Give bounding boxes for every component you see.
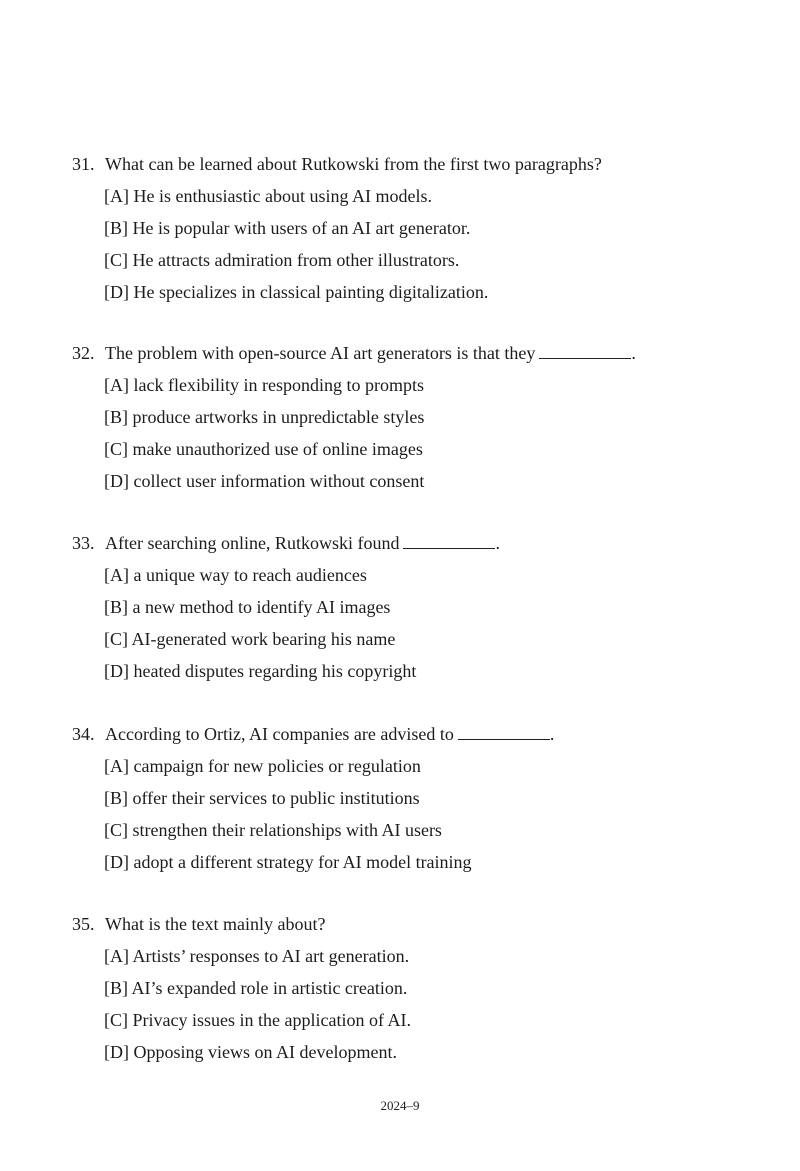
page-number: 2024–9	[380, 1098, 420, 1113]
question-35	[72, 908, 772, 1068]
option-c: [C] make unauthorized use of online images	[104, 439, 423, 459]
question-text: The problem with open-source AI art generators is that they	[105, 343, 536, 363]
option-a: [A] campaign for new policies or regulation	[104, 756, 421, 776]
answer-blank	[403, 534, 495, 549]
question-stem	[72, 527, 772, 559]
stem-period: .	[631, 343, 636, 363]
option-b: [B] produce artworks in unpredictable styles	[104, 407, 425, 427]
option-c: [C] strengthen their relationships with AI users	[104, 820, 442, 840]
option-a: [A] He is enthusiastic about using AI models.	[104, 186, 432, 206]
option-a: [A] a unique way to reach audiences	[104, 565, 367, 585]
option-d: [D] heated disputes regarding his copyright	[104, 661, 417, 681]
option-c: [C] AI-generated work bearing his name	[104, 629, 396, 649]
question-stem	[72, 908, 772, 940]
option-a: [A] lack flexibility in responding to prompts	[104, 375, 424, 395]
option-c: [C] Privacy issues in the application of AI.	[104, 1010, 411, 1030]
question-number: 35.	[72, 914, 95, 934]
option-b: [B] He is popular with users of an AI art generator.	[104, 218, 471, 238]
option-d: [D] adopt a different strategy for AI model training	[104, 852, 472, 872]
page-footer	[0, 1098, 800, 1114]
question-31	[72, 148, 772, 308]
option-b: [B] offer their services to public institutions	[104, 788, 420, 808]
option-a: [A] Artists’ responses to AI art generation.	[104, 946, 410, 966]
question-text: What can be learned about Rutkowski from the first two paragraphs?	[105, 154, 602, 174]
question-text: What is the text mainly about?	[105, 914, 326, 934]
question-stem	[72, 148, 772, 180]
question-text: According to Ortiz, AI companies are advised to	[105, 724, 454, 744]
question-number: 31.	[72, 154, 95, 174]
option-b: [B] AI’s expanded role in artistic creation.	[104, 978, 408, 998]
question-stem	[72, 337, 772, 369]
answer-blank	[458, 725, 550, 740]
question-number: 34.	[72, 724, 95, 744]
question-33	[72, 527, 772, 687]
question-stem	[72, 718, 772, 750]
option-d: [D] collect user information without consent	[104, 471, 425, 491]
question-34	[72, 718, 772, 878]
option-d: [D] Opposing views on AI development.	[104, 1042, 397, 1062]
question-number: 33.	[72, 533, 95, 553]
option-d: [D] He specializes in classical painting digitalization.	[104, 282, 489, 302]
question-32	[72, 337, 772, 497]
stem-period: .	[549, 724, 555, 744]
question-text: After searching online, Rutkowski found	[105, 533, 400, 553]
option-b: [B] a new method to identify AI images	[104, 597, 391, 617]
stem-period: .	[495, 533, 500, 553]
answer-blank	[539, 344, 631, 359]
question-number: 32.	[72, 343, 95, 363]
option-c: [C] He attracts admiration from other illustrators.	[104, 250, 460, 270]
